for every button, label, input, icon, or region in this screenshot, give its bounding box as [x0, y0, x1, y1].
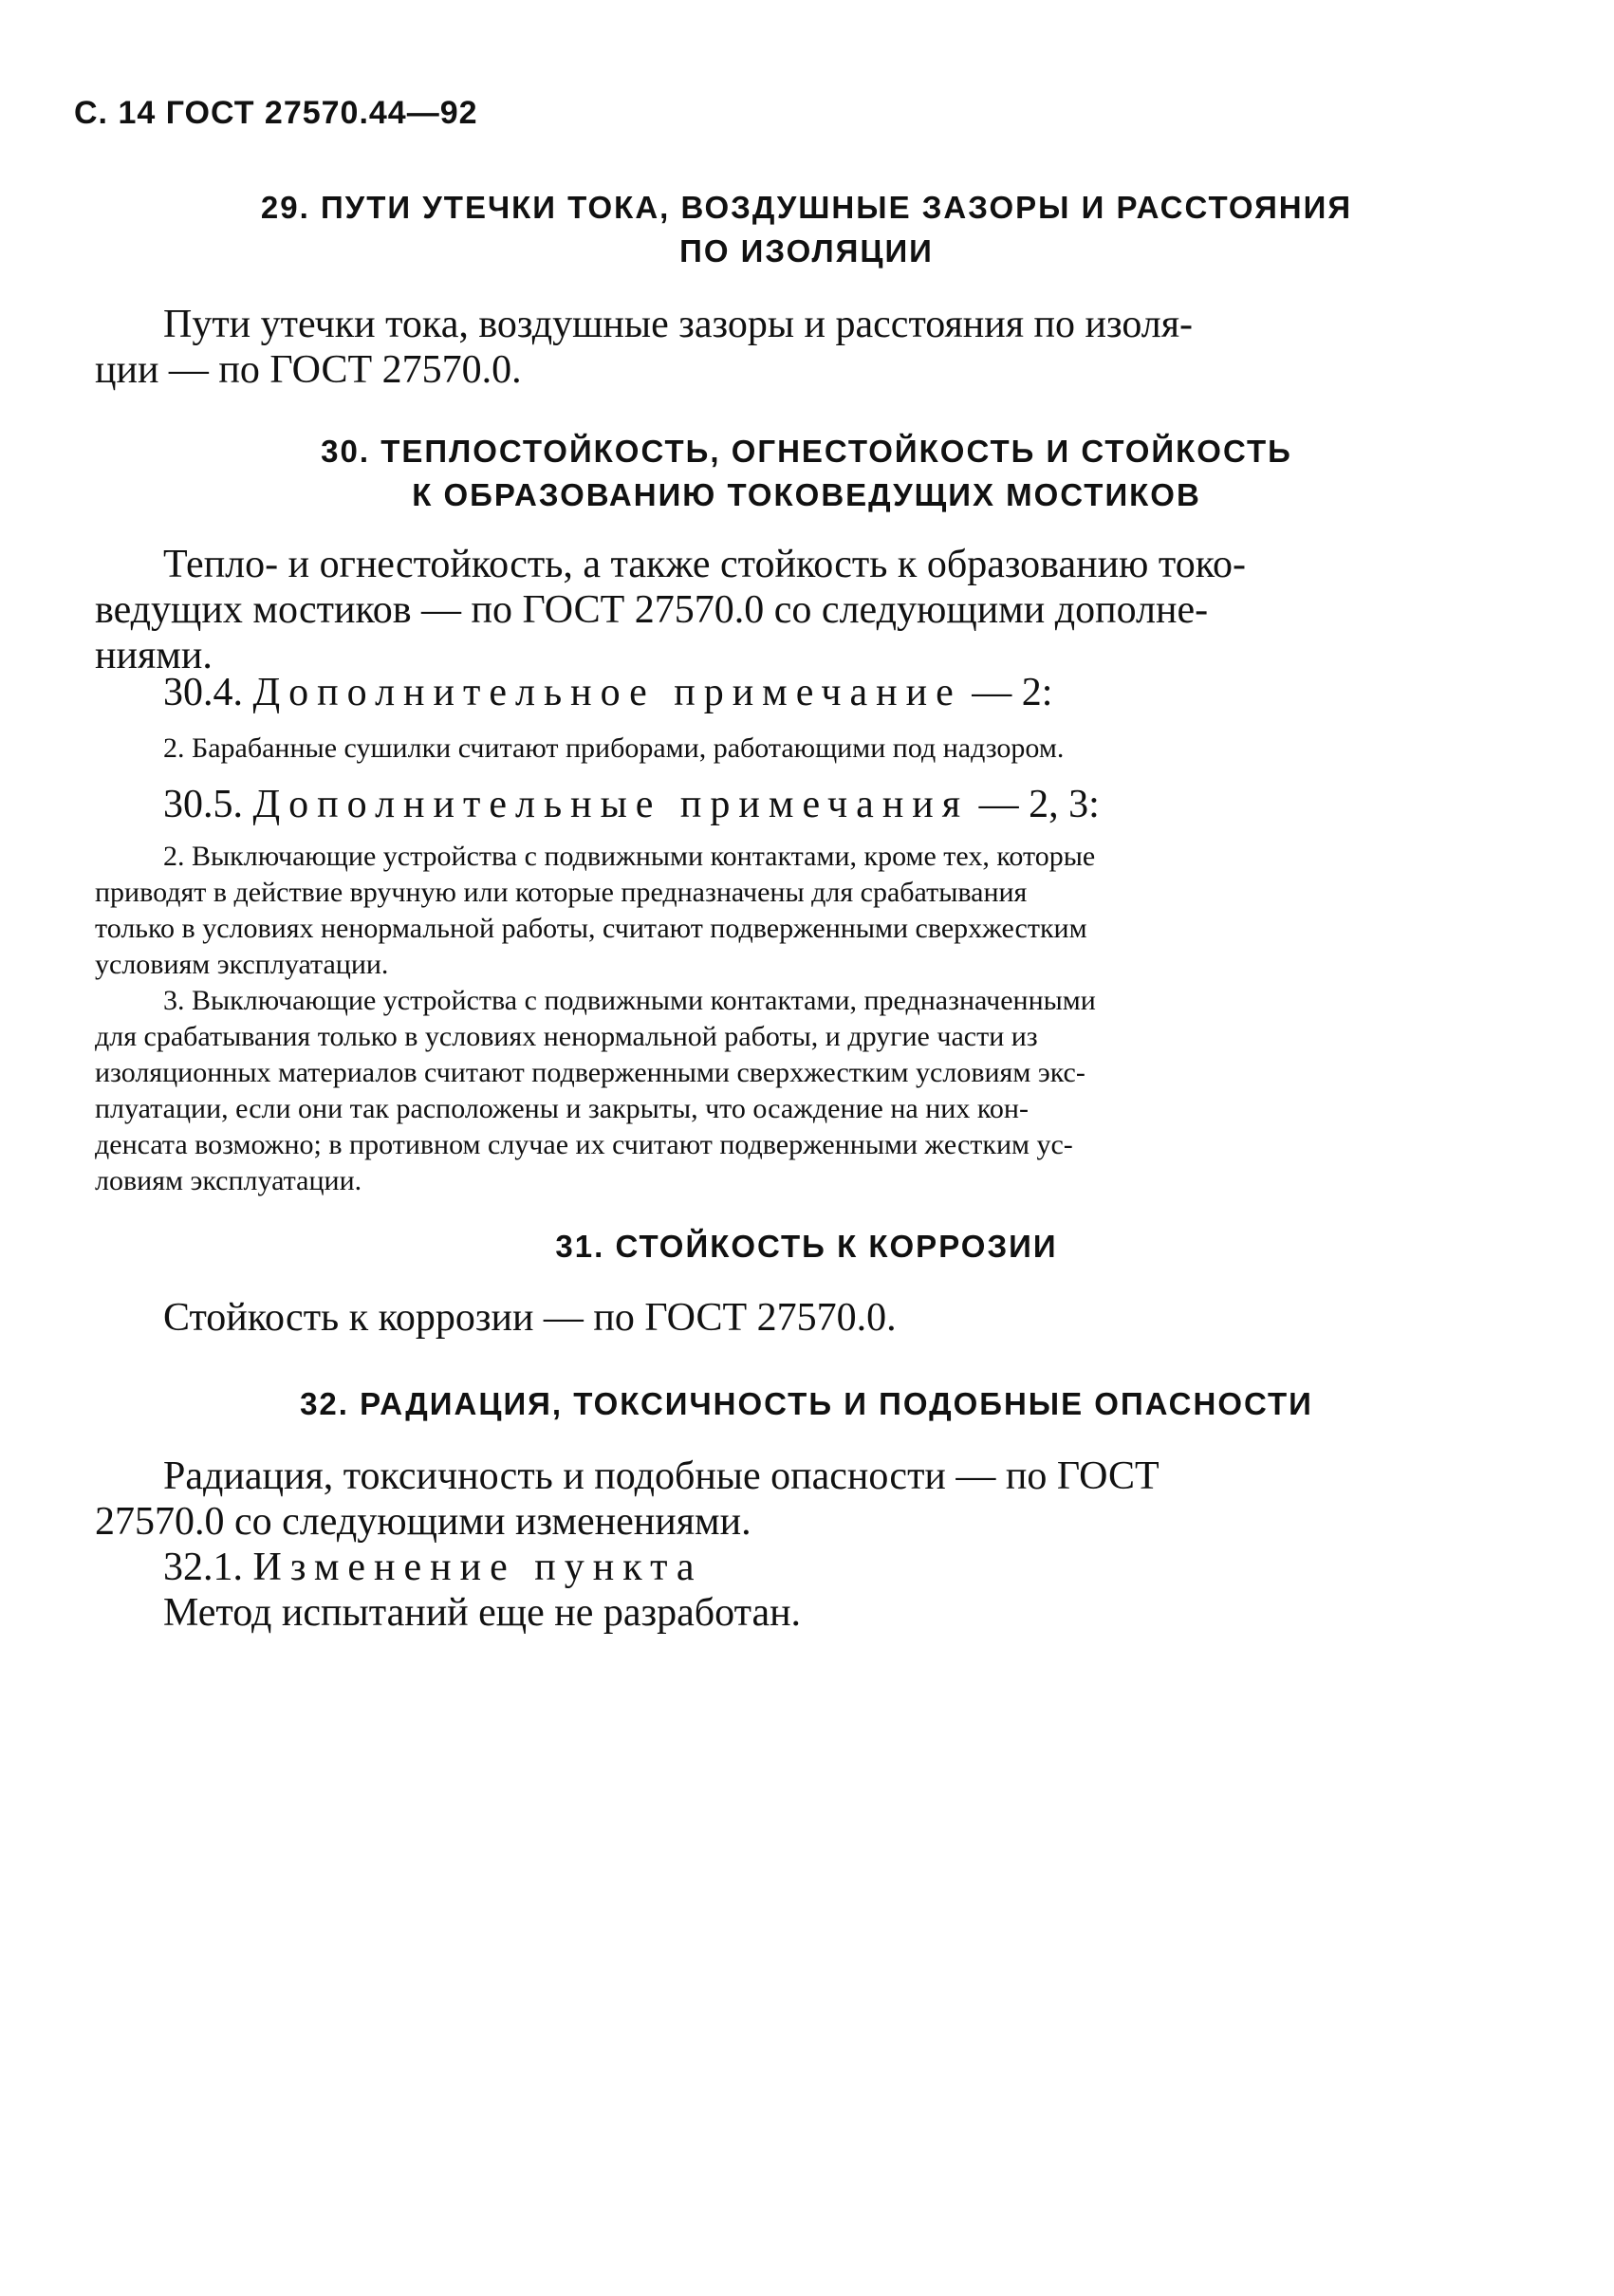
body-line: ниями.: [95, 634, 213, 677]
clause-number: 30.5.: [163, 783, 243, 826]
note-line: ловиям эксплуатации.: [95, 1165, 362, 1196]
heading-line: 29. ПУТИ УТЕЧКИ ТОКА, ВОЗДУШНЫЕ ЗАЗОРЫ И РАССТОЯНИЯ: [260, 190, 1353, 225]
note-line: условиям эксплуатации.: [95, 949, 389, 980]
section-32-final: [95, 1590, 1425, 1636]
section-32-heading: [95, 1382, 1518, 1426]
body-line: Тепло- и огнестойкость, а также стойкость к образованию токо-: [163, 543, 1246, 586]
clause-32-1-title: [163, 1545, 703, 1590]
body-line: ции — по ГОСТ 27570.0.: [95, 348, 522, 392]
section-30-body: [95, 542, 1425, 678]
section-31-heading: [95, 1225, 1518, 1268]
section-32-body: [95, 1454, 1425, 1545]
clause-30-5-note-2: [95, 839, 1425, 983]
clause-suffix: — 2, 3:: [978, 783, 1100, 826]
note-line: плуатации, если они так расположены и закрыты, что осаждение на них кон-: [95, 1093, 1029, 1124]
clause-label: Дополнительное примечание: [252, 671, 962, 714]
clause-suffix: — 2:: [972, 671, 1053, 714]
heading-line: 30. ТЕПЛОСТОЙКОСТЬ, ОГНЕСТОЙКОСТЬ И СТОЙКОСТЬ: [321, 434, 1292, 469]
clause-30-4-title: [163, 670, 1052, 715]
clause-number: 30.4.: [163, 671, 243, 714]
body-line: Пути утечки тока, воздушные зазоры и расстояния по изоля-: [163, 303, 1194, 346]
note-line: 2. Барабанные сушилки считают приборами, работающими под надзором.: [163, 732, 1065, 764]
heading-line: К ОБРАЗОВАНИЮ ТОКОВЕДУЩИХ МОСТИКОВ: [412, 477, 1201, 512]
section-30-heading: [95, 430, 1518, 517]
clause-30-5-title: [163, 782, 1100, 827]
note-line: приводят в действие вручную или которые предназначены для срабатывания: [95, 877, 1028, 908]
body-line: Радиация, токсичность и подобные опасности — по ГОСТ: [163, 1454, 1159, 1498]
clause-label: Дополнительные примечания: [252, 783, 970, 826]
body-line: 27570.0 со следующими изменениями.: [95, 1500, 751, 1544]
section-29-body: [95, 302, 1425, 393]
section-29-heading: [95, 186, 1518, 273]
page-header: С. 14 ГОСТ 27570.44—92: [74, 95, 478, 131]
heading-line: ПО ИЗОЛЯЦИИ: [679, 233, 934, 268]
body-line: Метод испытаний еще не разработан.: [163, 1591, 802, 1635]
clause-30-4-note: [95, 731, 1425, 767]
clause-number: 32.1.: [163, 1546, 243, 1589]
heading-line: 31. СТОЙКОСТЬ К КОРРОЗИИ: [555, 1229, 1058, 1264]
body-line: ведущих мостиков — по ГОСТ 27570.0 со следующими дополне-: [95, 588, 1209, 632]
clause-label: Изменение пункта: [252, 1546, 703, 1589]
note-line: только в условиях ненормальной работы, считают подверженными сверхжестким: [95, 913, 1087, 944]
clause-30-5-note-3: [95, 983, 1425, 1199]
note-line: 3. Выключающие устройства с подвижными контактами, предназначенными: [163, 985, 1096, 1016]
note-line: для срабатывания только в условиях ненормальной работы, и другие части из: [95, 1021, 1038, 1052]
body-line: Стойкость к коррозии — по ГОСТ 27570.0.: [163, 1296, 897, 1340]
note-line: изоляционных материалов считают подверженными сверхжестким условиям экс-: [95, 1057, 1085, 1088]
section-31-body: [95, 1295, 1425, 1341]
heading-line: 32. РАДИАЦИЯ, ТОКСИЧНОСТЬ И ПОДОБНЫЕ ОПАСНОСТИ: [300, 1386, 1313, 1421]
note-line: денсата возможно; в противном случае их считают подверженными жестким ус-: [95, 1129, 1073, 1160]
note-line: 2. Выключающие устройства с подвижными контактами, кроме тех, которые: [163, 841, 1096, 872]
